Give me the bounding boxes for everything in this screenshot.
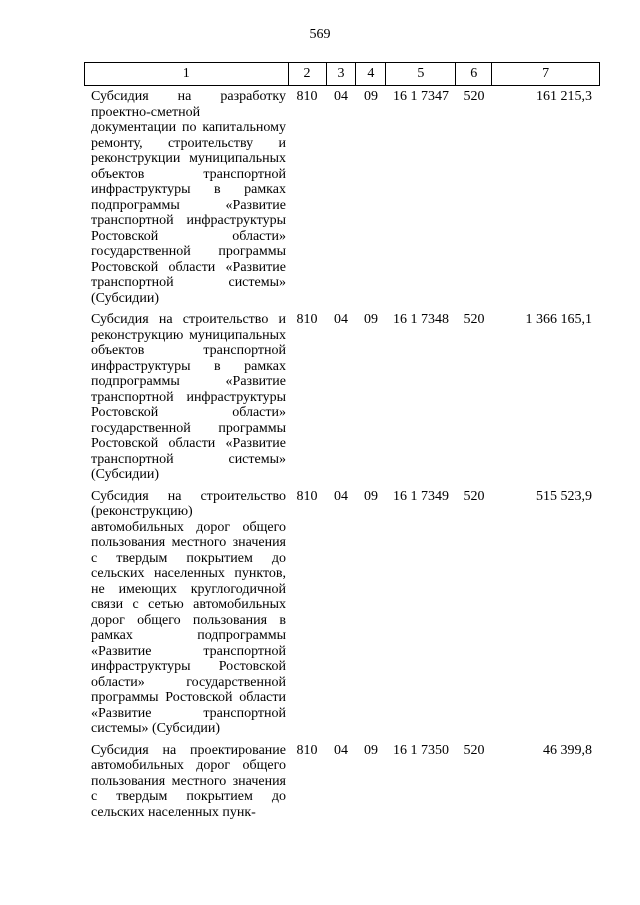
table-row bbox=[84, 489, 600, 737]
subsidy-description: Субсидия на строительство и реконструкцию муниципальных объектов транспортной инфраструктуры в рамках подпрограммы «Развитие транспортной инфраструктуры Ростовской области» государственной программы Ростовской области «Развитие транспортной системы» (Субсидии) bbox=[91, 312, 286, 482]
section-code: 04 bbox=[334, 488, 348, 504]
amount-value: 515 523,9 bbox=[536, 488, 592, 504]
amount-value: 161 215,3 bbox=[536, 89, 592, 104]
subsidy-description: Субсидия на разработку проектно-сметной документации по капитальному ремонту, строительству и реконструкции муниципальных объектов транспортной инфраструктуры в рамках подпрограммы «Развитие транспортной инфраструктуры Ростовской области» государственной программы Ростовской области «Развитие транспортной системы» (Субсидии) bbox=[91, 89, 286, 306]
budget-table bbox=[84, 62, 600, 820]
column-header-3: 3 bbox=[327, 63, 357, 85]
expense-type-code: 520 bbox=[463, 742, 485, 758]
subsection-code: 09 bbox=[364, 488, 378, 504]
column-header-5: 5 bbox=[386, 63, 456, 85]
table-header-row bbox=[84, 62, 600, 86]
table-row bbox=[84, 743, 600, 821]
column-header-7: 7 bbox=[492, 63, 600, 85]
ministry-code: 810 bbox=[296, 488, 318, 504]
expense-type-code: 520 bbox=[463, 89, 485, 104]
subsidy-description: Субсидия на проектирование автомобильных дорог общего пользования местного значения с твердым покрытием до сельских населенных пунк- bbox=[91, 742, 286, 820]
column-header-4: 4 bbox=[356, 63, 386, 85]
column-header-6: 6 bbox=[456, 63, 492, 85]
target-article-code: 16 1 7350 bbox=[393, 742, 449, 758]
column-header-2: 2 bbox=[289, 63, 327, 85]
target-article-code: 16 1 7348 bbox=[393, 312, 449, 327]
table-row bbox=[84, 312, 600, 483]
amount-value: 1 366 165,1 bbox=[525, 312, 592, 327]
subsection-code: 09 bbox=[364, 89, 378, 104]
section-code: 04 bbox=[334, 89, 348, 104]
expense-type-code: 520 bbox=[463, 312, 485, 327]
subsection-code: 09 bbox=[364, 742, 378, 758]
amount-value: 46 399,8 bbox=[543, 742, 592, 758]
expense-type-code: 520 bbox=[463, 488, 485, 504]
column-header-1: 1 bbox=[85, 63, 289, 85]
target-article-code: 16 1 7347 bbox=[393, 89, 449, 104]
ministry-code: 810 bbox=[296, 312, 318, 327]
page-number: 569 bbox=[309, 27, 331, 42]
subsidy-description: Субсидия на строительство (реконструкцию) автомобильных дорог общего пользования местного значения с твердым покрытием до сельских населенных пунктов, не имеющих круглогодичной связи с сетью автомобильных дорог общего пользования в рамках подпрограммы «Развитие транспортной инфраструктуры Ростовской области» государственной программы Ростовской области «Развитие транспортной системы» (Субсидии) bbox=[91, 488, 286, 736]
ministry-code: 810 bbox=[296, 742, 318, 758]
target-article-code: 16 1 7349 bbox=[393, 488, 449, 504]
section-code: 04 bbox=[334, 312, 348, 327]
section-code: 04 bbox=[334, 742, 348, 758]
table-row bbox=[84, 89, 600, 306]
subsection-code: 09 bbox=[364, 312, 378, 327]
ministry-code: 810 bbox=[296, 89, 318, 104]
